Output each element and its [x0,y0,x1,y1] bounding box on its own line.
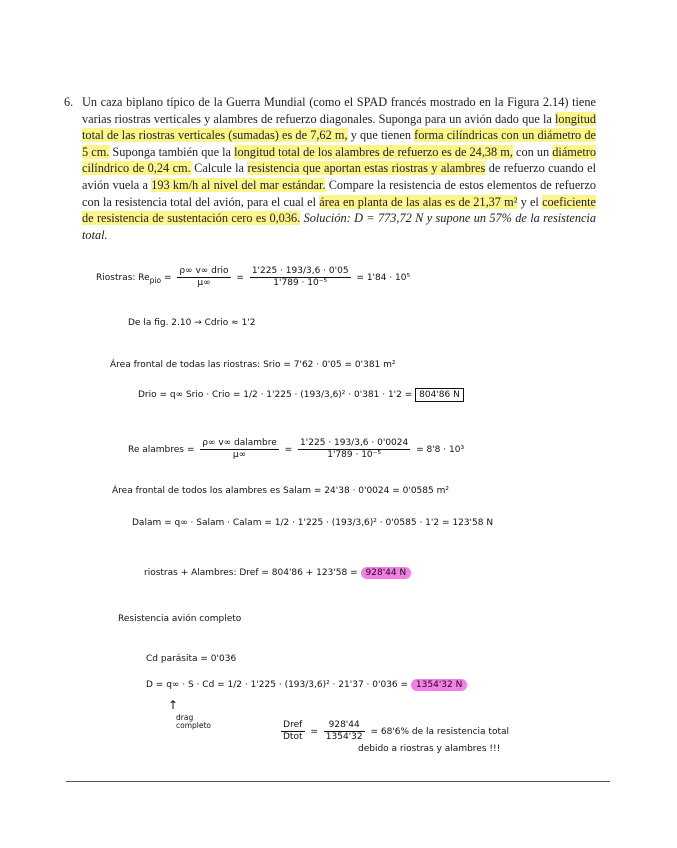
note-text: D = q∞ · S · Cd = 1/2 · 1'225 · (193/3,6)² · 21'37 · 0'036 = [146,680,411,690]
note-text: 1/2 · 1'225 · (193/3,6)² · 0'381 · 1'2 = [243,390,416,400]
solution-text: Solución: D = 773,72 N y supone un 57% de la resistencia total. [82,211,596,242]
problem-text: Calcule la [190,161,248,176]
fraction-num: 1'225 · 193/3,6 · 0'05 [251,266,349,276]
note-heading-avion: Resistencia avión completo [118,614,242,624]
problem-text: Suponga también que la [109,144,235,159]
note-label: Riostras: Re [96,273,150,283]
problem-text: y el [517,194,543,209]
note-text: Drio = q∞ Srio · Crio = [138,390,244,400]
note-drag-riostras [138,390,464,401]
note-drag-total [146,680,467,691]
fraction-den: 1'789 · 10⁻⁵ [273,278,328,288]
fraction-den: Dtot [283,732,303,742]
note-drag-alambres: Dalam = q∞ · Salam · Calam = 1/2 · 1'225 · (193/3,6)² · 0'0585 · 1'2 = 123'58 N [132,518,494,528]
fraction-den: 1'789 · 10⁻⁵ [327,450,382,460]
pink-highlight-result: 928'44 N [361,567,412,579]
fraction [298,438,410,461]
fraction-num: 928'44 [324,720,365,732]
problem-text: con un [512,144,553,159]
note-result: = 68'6% de la resistencia total [367,727,510,737]
note-reynolds-riostras: Riostras: $Re_{pio}$ = $\frac{\text{ρ∞ v∞ drio}}{\mu\infty}$ = $\frac{1'225 \cdot 193/3,6 \cdot 0'05}{\text{1'789 · 10⁻⁵}}$ = 1'84 · 10⁵ [96,266,411,288]
problem-statement [64,94,597,243]
note-eq: = [161,273,175,283]
note-area-alambres: Área frontal de todos los alambres es Salam = 24'38 · 0'0024 = 0'0585 m² [112,486,449,496]
note-eq: = [307,727,321,737]
note-cd-parasita: Cd parásita = 0'036 [146,654,237,664]
highlight-alambres-diameter: diámetro cilíndrico de 0,24 cm. [82,144,596,176]
problem-text: y que tienen [347,128,415,143]
fraction-num: ρ∞ v∞ dalambre [202,438,277,448]
note-result: = 8'8 · 10³ [413,445,465,455]
problem-text: Un caza biplano típico de la Guerra Mundial (como el SPAD francés mostrado en la Figura 2.14) tiene varias riostras verticales y alambres de refuerzo diagonales. Suponga para un avión dado que la [82,95,596,126]
highlight-cd0: coeficiente de resistencia de sustentación cero es 0,036. [82,194,596,226]
highlight-alambres-length: longitud total de los alambres de refuerzo es de 24,38 m, [234,144,513,159]
note-drag-ref [144,568,411,579]
note-sub: pio [149,275,162,285]
fraction-num: 1'225 · 193/3,6 · 0'0024 [300,438,409,448]
boxed-result: 804'86 N [415,388,464,402]
highlight-resistance: resistencia que aportan estas riostras y alambres [247,161,486,176]
note-conclusion: debido a riostras y alambres !!! [358,744,501,754]
highlight-riostras-length: longitud total de las riostras verticales (sumadas) es de 7,62 m, [82,111,596,143]
pink-highlight-result: 1354'32 N [411,679,467,691]
footer-divider [66,781,610,782]
fraction-den: 1354'32 [325,732,363,742]
fraction [281,720,305,743]
note-drag-completo: drag completo [176,713,212,730]
fraction [324,720,365,743]
fraction [200,438,279,461]
note-reynolds-alambres: Re alambres = $\frac{\text{ρ∞ v∞ dalambre}}{\mu\infty}$ = $\frac{1'225 \cdot 193/3,6 \cdot 0'0024}{\text{1'789 · 10⁻⁵}}$ = 8'8 · 10³ [128,438,465,460]
fraction-num: Dref [281,720,305,732]
fraction-num: ρ∞ v∞ drio [179,266,229,276]
note-area-riostras: Área frontal de todas las riostras: Srio = 7'62 · 0'05 = 0'381 m² [110,360,396,370]
problem-text: Compare la resistencia de estos elementos de refuerzo con la resistencia total del avión, para el cual el [82,177,596,209]
note-ratio [278,720,509,743]
highlight-speed: 193 km/h al nivel del mar estándar. [151,177,326,192]
arrow-up-icon: ↑ [168,698,179,712]
fraction-den: μ∞ [232,450,247,460]
fraction [250,266,351,289]
problem-text: de refuerzo cuando el avión vuela a [82,161,597,192]
highlight-wing-area: área en planta de las alas es de 21,37 m² [319,194,518,209]
note-result: = 1'84 · 10⁵ [353,273,411,283]
fraction-den: μ∞ [197,278,211,288]
note-text: riostras + Alambres: Dref = 804'86 + 123'58 = [144,568,361,578]
note-cd-fig: De la fig. 2.10 → Cdrio ≈ 1'2 [128,318,256,328]
highlight-riostras-diameter: forma cilíndricas con un diámetro de 5 cm. [82,128,596,159]
problem-number: 6. [64,95,74,109]
note-label: Re alambres = [128,445,198,455]
fraction [177,266,230,289]
